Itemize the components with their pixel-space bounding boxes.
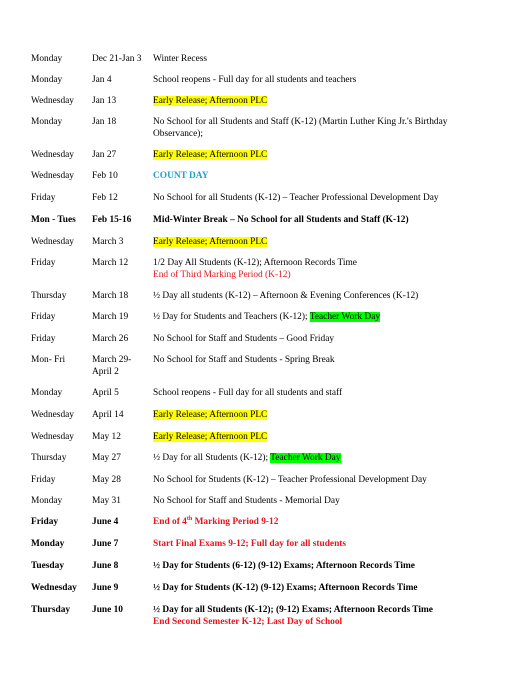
row-day: Monday [31,539,65,549]
row-description [153,583,491,595]
row-date: March 29-April 2 [92,355,132,377]
row-day: Friday [31,193,56,203]
description-text: Start Final Exams 9-12; Full day for all students [153,539,347,549]
row-day: Tuesday [31,561,65,571]
row-date: Feb 12 [92,193,118,203]
description-text: End Second Semester K-12; Last Day of School [153,616,343,627]
description-text: No School for Staff and Students - Spring Break [153,355,335,365]
row-day: Monday [31,388,63,398]
row-date: Jan 18 [92,117,117,127]
row-description [153,237,491,249]
description-text: School reopens - Full day for all students and teachers [153,75,357,85]
description-text: Early Release; Afternoon PLC [153,410,268,420]
row-date: Dec 21-Jan 3 [92,54,142,64]
row-description [153,96,491,108]
row-description [153,334,491,346]
row-description [153,193,491,205]
description-text: ½ Day all students (K-12) – Afternoon & Evening Conferences (K-12) [153,291,419,301]
row-date: Jan 27 [92,150,117,160]
description-text: Mid-Winter Break – No School for all Students and Staff (K-12) [153,215,409,225]
description-text: Teacher Work Day [270,453,341,463]
row-day: Mon - Tues [31,215,76,225]
row-day: Wednesday [31,150,74,160]
row-day: Monday [31,75,63,85]
description-text: No School for all Students and Staff (K-12) (Martin Luther King Jr.'s Birthday Observance); [153,117,448,139]
description-text: ½ Day for all Students (K-12); (9-12) Exams; Afternoon Records Time [153,605,433,615]
description-text: Early Release; Afternoon PLC [153,237,268,247]
row-date: Jan 4 [92,75,112,85]
row-date: June 8 [92,561,119,571]
row-date: March 12 [92,258,129,268]
row-date: April 5 [92,388,119,398]
row-day: Mon- Fri [31,355,66,365]
row-day: Wednesday [31,96,74,106]
row-date: June 4 [92,517,119,527]
row-description [153,605,491,628]
row-date: May 28 [92,475,121,485]
row-description [153,291,491,303]
row-day: Wednesday [31,171,74,181]
row-description [153,117,491,140]
description-text: Marking Period 9-12 [192,517,279,527]
row-day: Thursday [31,291,67,301]
row-day: Monday [31,54,63,64]
row-date: June 9 [92,583,119,593]
description-text: School reopens - Full day for all students and staff [153,388,343,398]
description-text: No School for Staff and Students – Good Friday [153,334,335,344]
row-date: June 7 [92,539,119,549]
row-description [153,432,491,444]
row-date: May 27 [92,453,121,463]
ordinal-suffix: th [186,515,193,522]
row-date: March 3 [92,237,124,247]
description-text: No School for all Students (K-12) – Teacher Professional Development Day [153,193,439,203]
description-text: Teacher Work Day [309,312,381,322]
row-date: Feb 10 [92,171,118,181]
row-description [153,54,491,66]
row-day: Friday [31,312,56,322]
row-day: Friday [31,475,56,485]
row-day: Monday [31,117,63,127]
row-date: March 18 [92,291,129,301]
row-date: June 10 [92,605,123,615]
row-date: March 19 [92,312,129,322]
row-description [153,517,491,529]
row-day: Monday [31,496,63,506]
row-day: Friday [31,517,59,527]
row-description [153,355,491,367]
description-text: Early Release; Afternoon PLC [153,432,268,442]
row-date: March 26 [92,334,129,344]
row-date: May 31 [92,496,121,506]
row-day: Wednesday [31,410,74,420]
description-text: Winter Recess [153,54,208,64]
row-day: Thursday [31,453,67,463]
row-description [153,561,491,573]
description-text: End of 4 [153,517,187,527]
row-description [153,388,491,400]
row-description [153,258,491,281]
description-text: Early Release; Afternoon PLC [153,96,268,106]
row-description [153,150,491,162]
row-description [153,453,491,465]
row-date: Feb 15-16 [92,215,132,225]
description-text: Early Release; Afternoon PLC [153,150,268,160]
row-description [153,410,491,422]
row-description [153,312,491,324]
description-text: No School for Staff and Students - Memorial Day [153,496,340,506]
row-date: Jan 13 [92,96,117,106]
row-day: Wednesday [31,432,74,442]
row-day: Wednesday [31,237,74,247]
row-day: Friday [31,334,56,344]
description-text: 1/2 Day All Students (K-12); Afternoon Records Time [153,258,357,268]
description-text: ½ Day for Students (K-12) (9-12) Exams; Afternoon Records Time [153,583,418,593]
row-description [153,75,491,87]
row-description [153,475,491,487]
description-text: End of Third Marking Period (K-12) [153,269,291,280]
row-day: Thursday [31,605,71,615]
row-description [153,496,491,508]
description-text: ½ Day for Students (6-12) (9-12) Exams; Afternoon Records Time [153,561,415,571]
description-text: ½ Day for all Students (K-12); [153,453,271,463]
description-text: ½ Day for Students and Teachers (K-12); [153,312,310,322]
row-day: Friday [31,258,56,268]
row-day: Wednesday [31,583,77,593]
description-text: No School for Students (K-12) – Teacher Professional Development Day [153,475,427,485]
row-description [153,215,491,227]
row-description [153,539,491,551]
row-date: May 12 [92,432,121,442]
description-text: COUNT DAY [153,171,209,181]
row-date: April 14 [92,410,124,420]
row-description [153,171,491,183]
